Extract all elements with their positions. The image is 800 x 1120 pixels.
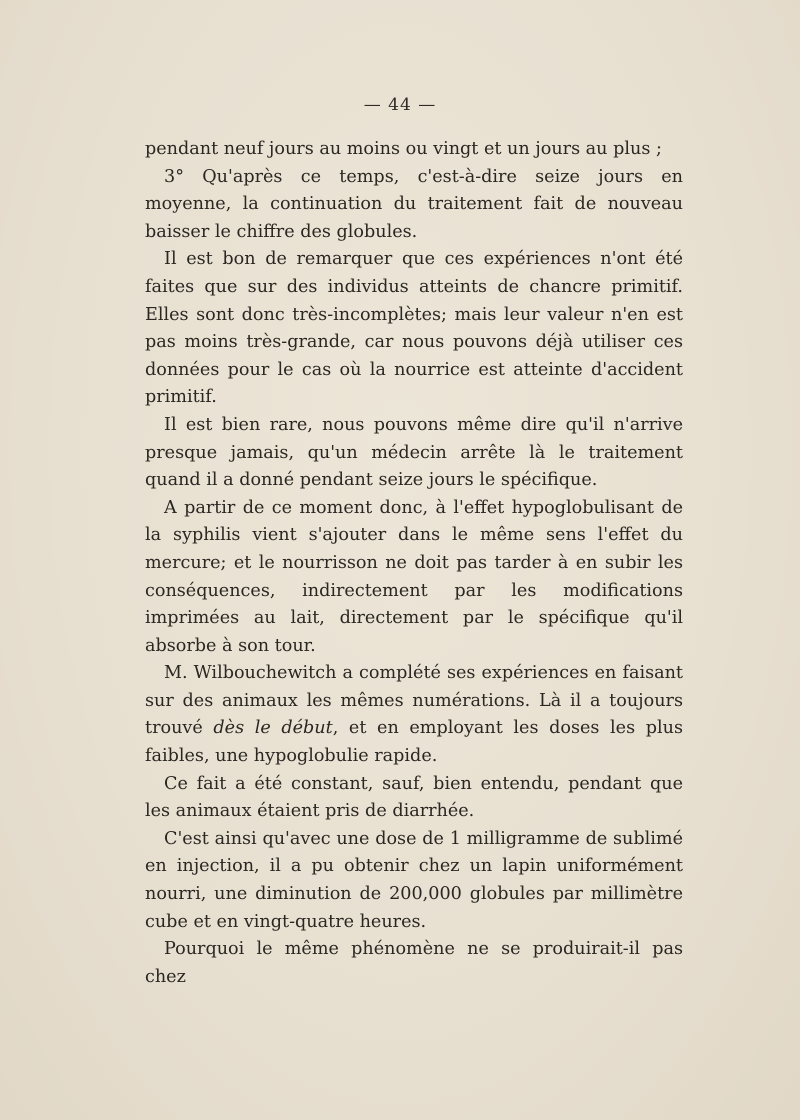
paragraph: Ce fait a été constant, sauf, bien entendu, pendant que les animaux étaient pris de diarrhée.	[145, 773, 683, 822]
page-number: — 44 —	[363, 95, 437, 115]
paragraph: pendant neuf jours au moins ou vingt et un jours au plus ;	[145, 139, 662, 159]
body-text	[145, 136, 683, 991]
paragraph: Il est bon de remarquer que ces expériences n'ont été faites que sur des individus atteints de chancre primitif. Elles sont donc très-incomplètes; mais leur valeur n'en est pas moins très-grande, car nous pouvons déjà utiliser ces données pour le cas où la nourrice est atteinte d'accident primitif.	[145, 249, 683, 408]
paragraph: Il est bien rare, nous pouvons même dire qu'il n'arrive presque jamais, qu'un médecin arrête là le traitement quand il a donné pendant seize jours le spécifique.	[145, 414, 683, 491]
paragraph: C'est ainsi qu'avec une dose de 1 milligramme de sublimé en injection, il a pu obtenir chez un lapin uniformément nourri, une diminution de 200,000 globules par millimètre cube et en vingt-quatre heures.	[145, 828, 683, 932]
italic-phrase: dès le début	[213, 718, 333, 739]
text-run: , et en employant les doses les plus faibles, une hypoglobulie rapide.	[145, 718, 683, 767]
paragraph: Pourquoi le même phénomène ne se produirait-il pas chez	[145, 939, 683, 987]
paragraph: 3° Qu'après ce temps, c'est-à-dire seize jours en moyenne, la continuation du traitement fait de nouveau baisser le chiffre des globules.	[145, 166, 683, 242]
paragraph: A partir de ce moment donc, à l'effet hypoglobulisant de la syphilis vient s'ajouter dans le même sens l'effet du mercure; et le nourrisson ne doit pas tarder à en subir les conséquences, indirectement par les modifications imprimées au lait, directement par le spécifique qu'il absorbe à son tour.	[145, 497, 683, 656]
text-run: M. Wilbouchewitch a complété ses expériences en faisant sur des animaux les mêmes numérations. Là il a toujours trouvé	[145, 663, 683, 739]
paragraph-wilbouchewitch	[145, 660, 683, 770]
